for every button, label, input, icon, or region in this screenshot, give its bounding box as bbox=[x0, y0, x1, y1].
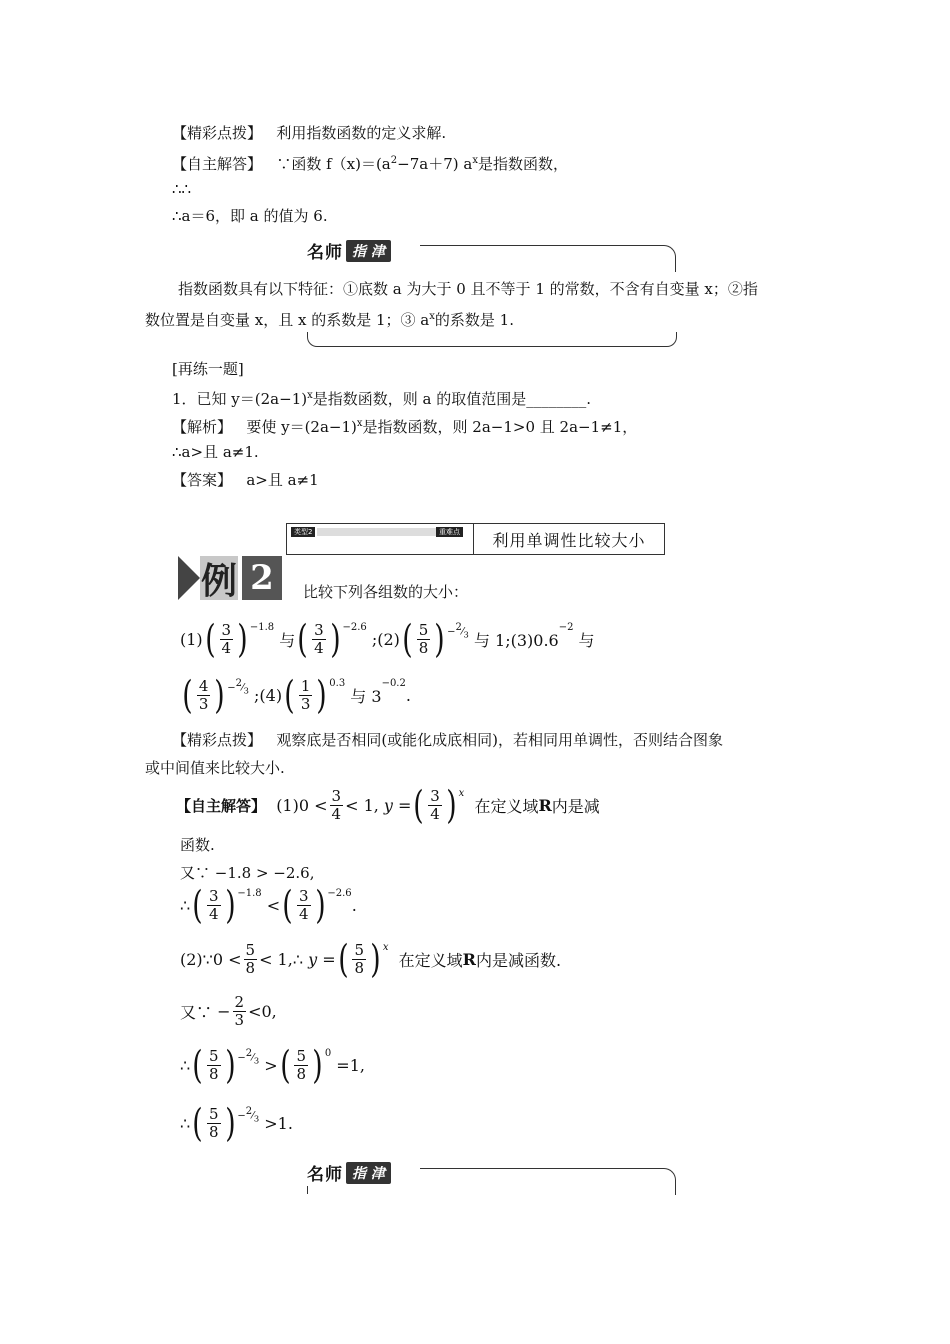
tips2-badge: 指 津 bbox=[346, 1162, 391, 1184]
tips-rule-1 bbox=[420, 245, 676, 272]
practice-answer-label: 【答案】 bbox=[172, 471, 233, 489]
result-line: ∴a＝6，即 a 的值为 6. bbox=[172, 207, 328, 225]
practice-question bbox=[172, 386, 591, 409]
ex2-tip-line1: 观察底是否相同(或能化成底相同)，若相同用单调性，否则结合图象 bbox=[276, 731, 724, 749]
practice-header: [再练一题] bbox=[172, 360, 244, 378]
tips-line-1: 指数函数具有以下特征：①底数 a 为大于 0 且不等于 1 的常数，不含有自变量 x；②指 bbox=[178, 280, 758, 298]
tip-label: 【精彩点拨】 bbox=[172, 124, 263, 142]
tips-line-2-sup: x bbox=[429, 311, 435, 322]
sol-also: 又∵ −1.8 > −2.6, bbox=[180, 864, 315, 882]
answer-text-c: 是指数函数， bbox=[477, 155, 568, 173]
example-badge-num: 2 bbox=[242, 556, 282, 600]
sol2-row-3: ∴ ( $\frac{5}{8}$ ) $^{-^2 ⁄_3}$ > ( $\frac{5}{8}$ ) $^0$ =1, bbox=[180, 1043, 365, 1087]
tips2-title: 名师 bbox=[307, 1165, 343, 1185]
question-sup: x bbox=[307, 390, 313, 401]
practice-therefore: ∴a>且 a≠1. bbox=[172, 443, 259, 461]
sol2-row-4: ∴ ( $\frac{5}{8}$ ) $^{-^2 ⁄_3}$ >1. bbox=[180, 1101, 293, 1145]
analysis-b: 是指数函数，则 2a−1>0 且 2a−1≠1， bbox=[362, 418, 638, 436]
sol-row-compare: ∴ ( $\frac{3}{4}$ ) $^{-1.8}$ < ( $\frac{3}{4}$ ) $^{-2.6}$ . bbox=[180, 883, 357, 927]
answer-label: 【自主解答】 bbox=[172, 155, 263, 173]
therefore-line: ∴∴ bbox=[172, 180, 192, 198]
type-header bbox=[286, 523, 665, 555]
tips-box-left-2 bbox=[307, 1186, 309, 1194]
answer-text-b: −7a＋7) a bbox=[397, 155, 473, 173]
type-tag: 类型2 bbox=[291, 527, 315, 537]
ex2-answer-label: 【自主解答】 bbox=[176, 796, 267, 815]
tips-header-1 bbox=[307, 238, 391, 263]
type-header-left bbox=[287, 524, 473, 554]
ex2-tip-line-1 bbox=[172, 730, 723, 750]
sol-R: R bbox=[538, 795, 552, 815]
tips-title: 名师 bbox=[307, 243, 343, 263]
analysis-a: 要使 y＝(2a−1) bbox=[246, 418, 357, 436]
tips-line-2 bbox=[145, 307, 514, 330]
practice-answer bbox=[172, 470, 319, 490]
sol-func: 函数. bbox=[180, 836, 215, 854]
analysis-label: 【解析】 bbox=[172, 418, 233, 436]
example-prompt: 比较下列各组数的大小： bbox=[303, 583, 469, 601]
example-arrow-icon bbox=[178, 556, 200, 600]
tips-badge: 指 津 bbox=[346, 240, 391, 262]
tips-box-bottom-1 bbox=[307, 332, 677, 347]
type-title: 利用单调性比较大小 bbox=[473, 524, 664, 554]
answer-text-a: ∵函数 f（x)＝(a bbox=[276, 155, 391, 173]
practice-answer-text: a>且 a≠1 bbox=[246, 471, 319, 489]
sol-decreasing-b: 内是减 bbox=[551, 796, 600, 816]
sol2-text: 在定义域 bbox=[398, 950, 463, 970]
sol2-also: 又∵ bbox=[180, 1003, 213, 1022]
ex2-tip-label: 【精彩点拨】 bbox=[172, 731, 263, 749]
sol-row-1: 【自主解答】 (1)0 < $\frac{3}{4}$ < 1, y = ( $\frac{3}{4}$ ) $^x$ 在定义域 R 内是减 bbox=[176, 783, 600, 827]
tips-header-2 bbox=[307, 1160, 391, 1185]
sol2-R: R bbox=[462, 949, 476, 969]
tips-line-2-text: 数位置是自变量 x，且 x 的系数是 1；③ a bbox=[145, 311, 430, 329]
answer-line-1: 【自主解答】 ∵函数 $f(x)=(a^2-7a+7)$ $a^x$是指数函数， bbox=[172, 155, 568, 173]
type-tag-right: 重难点 bbox=[436, 527, 463, 537]
sol2-end: 内是减函数. bbox=[475, 950, 562, 970]
problem-row-1: (1) ( $\frac{3}{4}$ ) $^{-1.8}$ 与 ( $\frac{3}{4}$ ) $^{-2.6}$ ;(2) ( $\frac{5}{8}$ ) $^{-^2 ⁄_3}$ 与 1;(3)0.6 $^{-2}$ 与 bbox=[180, 617, 595, 661]
tips-line-2-end: 的系数是 1. bbox=[434, 311, 514, 329]
tips-rule-2 bbox=[420, 1168, 676, 1195]
question-b: 是指数函数，则 a 的取值范围是________. bbox=[312, 390, 591, 408]
sol2-row-2: 又∵ − $\frac{2}{3}$ <0, bbox=[180, 993, 277, 1029]
problem-row-2: ( $\frac{4}{3}$ ) $^{-^2 ⁄_3}$ ;(4) ( $\frac{1}{3}$ ) $^{0.3}$ 与 3 $^{-0.2}$ . bbox=[182, 673, 411, 717]
analysis-line: 【解析】 要使 $y=(2a-1)^x$是指数函数，则 2a−1>0 且 2a−1≠1， bbox=[172, 418, 638, 436]
example-badge-char: 例 bbox=[200, 556, 238, 600]
tip-line-1 bbox=[172, 123, 446, 143]
sol-decreasing-a: 在定义域 bbox=[474, 796, 539, 816]
tip-text: 利用指数函数的定义求解. bbox=[276, 124, 447, 142]
sol2-row-1: (2)∵0 < $\frac{5}{8}$ < 1,∴ y = ( $\frac{5}{8}$ ) $^x$ 在定义域 R 内是减函数. bbox=[180, 937, 562, 981]
example-badge bbox=[178, 556, 284, 600]
question-a: 1．已知 y＝(2a−1) bbox=[172, 390, 308, 408]
ex2-tip-line-2: 或中间值来比较大小. bbox=[145, 759, 285, 777]
